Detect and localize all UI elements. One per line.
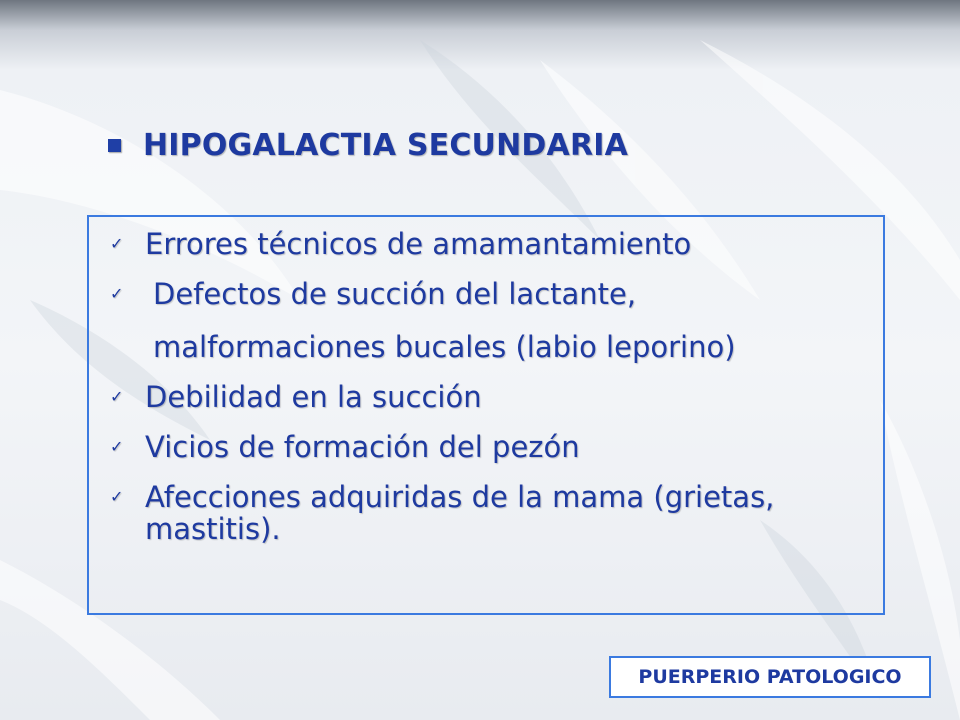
- list-item-text: Vicios de formación del pezón: [145, 430, 580, 464]
- list-item: [108, 278, 868, 363]
- list-item: [108, 381, 868, 413]
- list-item: [108, 431, 868, 463]
- checkmark-icon: ✓: [110, 487, 124, 506]
- bullet-list: [108, 228, 868, 545]
- list-item-text: Defectos de succión del lactante,: [153, 277, 637, 311]
- list-item-text: Afecciones adquiridas de la mama (grietas, mastitis).: [145, 480, 775, 546]
- list-item-continuation: malformaciones bucales (labio leporino): [153, 330, 736, 364]
- checkmark-icon: ✓: [110, 234, 124, 253]
- square-bullet-icon: [108, 139, 121, 152]
- slide-heading: [108, 128, 628, 163]
- checkmark-icon: ✓: [110, 387, 124, 406]
- list-item: [108, 228, 868, 260]
- list-item-text: Debilidad en la succión: [145, 380, 482, 414]
- heading-text: HIPOGALACTIA SECUNDARIA: [143, 128, 629, 163]
- footer-label: PUERPERIO PATOLOGICO: [609, 656, 931, 698]
- list-item-text: Errores técnicos de amamantamiento: [145, 227, 692, 261]
- list-item: [108, 481, 868, 545]
- checkmark-icon: ✓: [110, 437, 124, 456]
- checkmark-icon: ✓: [110, 284, 124, 303]
